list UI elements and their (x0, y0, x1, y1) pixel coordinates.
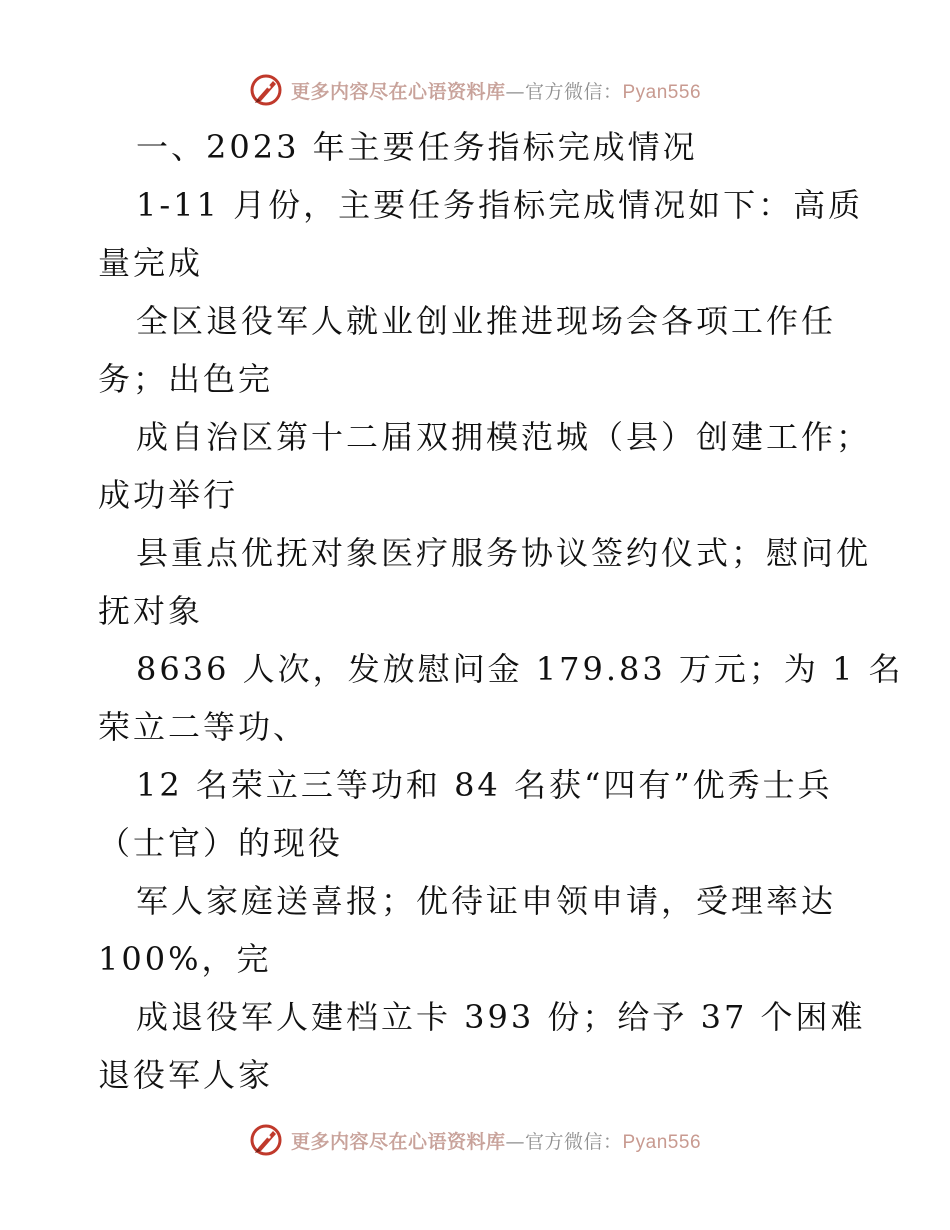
document-line: 一、2023 年主要任务指标完成情况 (136, 128, 698, 166)
document-line: 军人家庭送喜报；优待证申领申请，受理率达 (136, 882, 837, 920)
header-watermark (0, 70, 950, 110)
document-line: 抚对象 (98, 592, 204, 630)
document-line: （士官）的现役 (98, 824, 344, 862)
watermark-wechat-id: Pyan556 (622, 1131, 702, 1153)
pen-nib-logo-icon (249, 73, 283, 107)
document-line: 荣立二等功、 (98, 708, 309, 746)
document-line: 1-11 月份，主要任务指标完成情况如下：高质 (136, 186, 864, 224)
document-line: 成自治区第十二届双拥模范城（县）创建工作； (136, 418, 872, 456)
watermark-wechat-id: Pyan556 (622, 81, 702, 103)
watermark-wechat-label: 官方微信： (524, 80, 623, 103)
watermark-site-text: 更多内容尽在心语资料库 (290, 1130, 506, 1153)
document-line: 成功举行 (98, 476, 239, 514)
document-line: 退役军人家 (98, 1056, 274, 1094)
watermark-dash: — (505, 1130, 525, 1153)
document-line: 全区退役军人就业创业推进现场会各项工作任 (136, 302, 837, 340)
watermark-text (291, 1127, 701, 1154)
document-line: 县重点优抚对象医疗服务协议签约仪式；慰问优 (136, 534, 872, 572)
footer-watermark (0, 1120, 950, 1160)
watermark-dash: — (505, 80, 525, 103)
document-line: 100%，完 (98, 940, 272, 978)
watermark-text (291, 77, 701, 104)
watermark-wechat-label: 官方微信： (524, 1130, 623, 1153)
document-body (98, 118, 904, 1104)
document-line: 务；出色完 (98, 360, 274, 398)
document-line: 量完成 (98, 244, 204, 282)
document-line: 成退役军人建档立卡 393 份；给予 37 个困难 (136, 998, 866, 1036)
document-line: 12 名荣立三等功和 84 名获“四有”优秀士兵 (136, 766, 833, 804)
pen-nib-logo-icon (249, 1123, 283, 1157)
watermark-site-text: 更多内容尽在心语资料库 (290, 80, 506, 103)
document-line: 8636 人次，发放慰问金 179.83 万元；为 1 名 (136, 650, 904, 688)
